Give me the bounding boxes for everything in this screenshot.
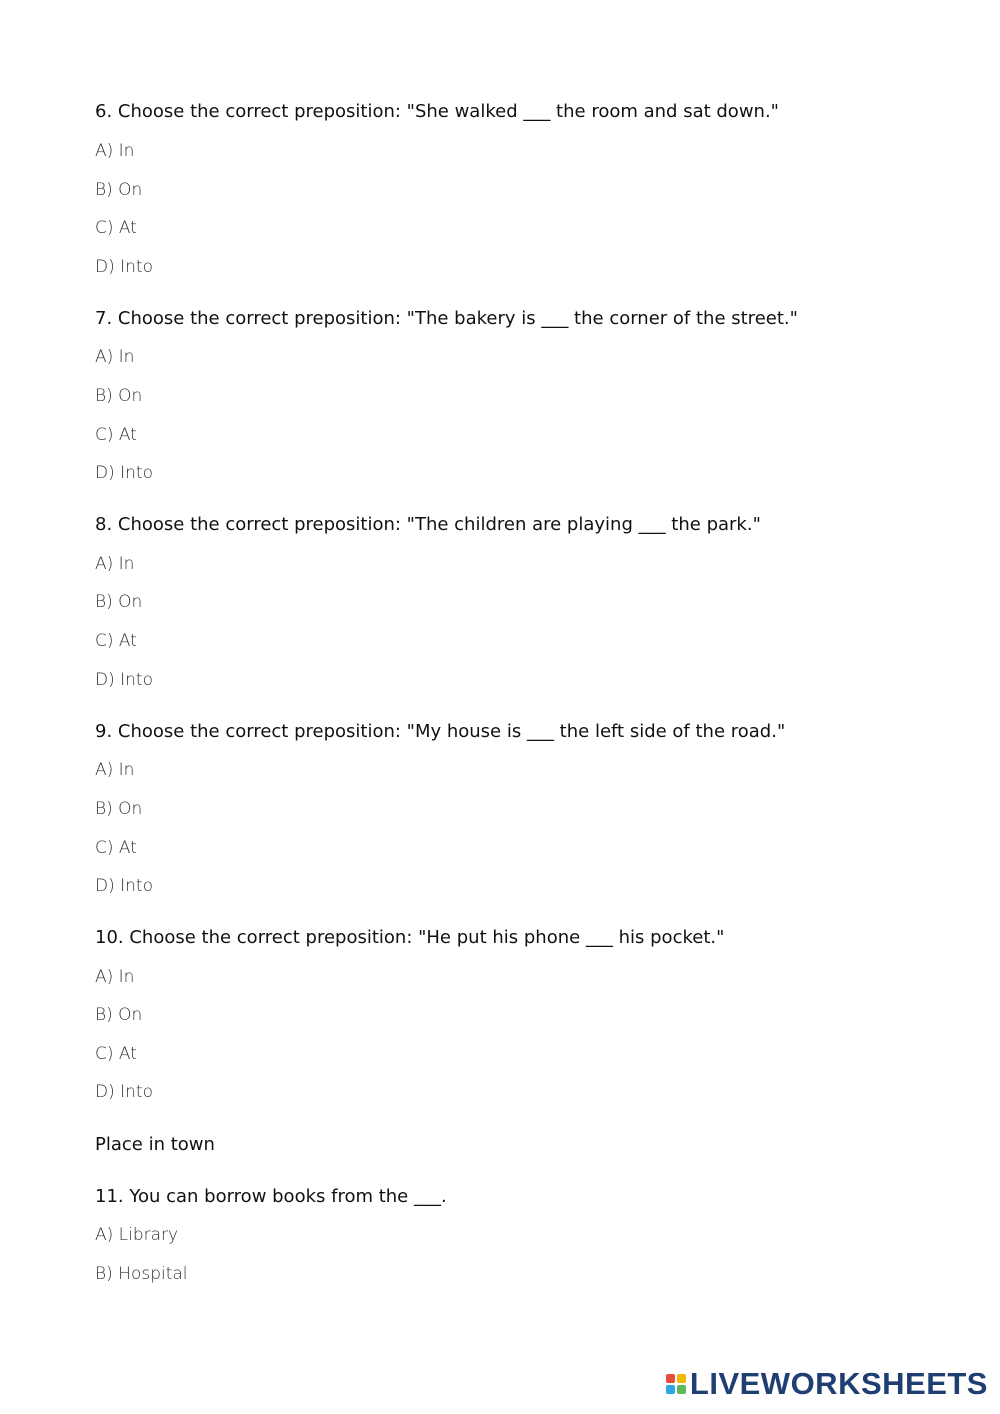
- q8-option-b[interactable]: B) On: [95, 592, 143, 612]
- q10-option-c[interactable]: C) At: [95, 1044, 137, 1064]
- q7-option-d[interactable]: D) Into: [95, 463, 153, 483]
- q10-option-d[interactable]: D) Into: [95, 1082, 153, 1102]
- logo-mark-icon: [666, 1374, 686, 1394]
- q6-option-a[interactable]: A) In: [95, 141, 135, 161]
- logo-square-blue: [666, 1385, 675, 1394]
- q6-option-d[interactable]: D) Into: [95, 257, 153, 277]
- question-6: 6. Choose the correct preposition: "She walked ___ the room and sat down.": [95, 101, 779, 122]
- question-9: 9. Choose the correct preposition: "My house is ___ the left side of the road.": [95, 721, 786, 742]
- q10-option-b[interactable]: B) On: [95, 1005, 143, 1025]
- logo-square-green: [677, 1385, 686, 1394]
- question-11: 11. You can borrow books from the ___.: [95, 1186, 447, 1207]
- q8-option-d[interactable]: D) Into: [95, 670, 153, 690]
- q9-option-b[interactable]: B) On: [95, 799, 143, 819]
- q9-option-a[interactable]: A) In: [95, 760, 135, 780]
- q7-option-c[interactable]: C) At: [95, 425, 137, 445]
- q10-option-a[interactable]: A) In: [95, 967, 135, 987]
- question-7: 7. Choose the correct preposition: "The bakery is ___ the corner of the street.": [95, 308, 798, 329]
- q7-option-b[interactable]: B) On: [95, 386, 143, 406]
- q11-option-b[interactable]: B) Hospital: [95, 1264, 188, 1284]
- q6-option-b[interactable]: B) On: [95, 180, 143, 200]
- q6-option-c[interactable]: C) At: [95, 218, 137, 238]
- logo-square-red: [666, 1374, 675, 1383]
- q9-option-c[interactable]: C) At: [95, 838, 137, 858]
- liveworksheets-logo: [666, 1366, 988, 1402]
- question-10: 10. Choose the correct preposition: "He put his phone ___ his pocket.": [95, 927, 725, 948]
- logo-text: LIVEWORKSHEETS: [689, 1366, 988, 1401]
- logo-square-yellow: [677, 1374, 686, 1383]
- section-heading: Place in town: [95, 1134, 215, 1155]
- q7-option-a[interactable]: A) In: [95, 347, 135, 367]
- q8-option-c[interactable]: C) At: [95, 631, 137, 651]
- q8-option-a[interactable]: A) In: [95, 554, 135, 574]
- q9-option-d[interactable]: D) Into: [95, 876, 153, 896]
- question-8: 8. Choose the correct preposition: "The children are playing ___ the park.": [95, 514, 761, 535]
- q11-option-a[interactable]: A) Library: [95, 1225, 179, 1245]
